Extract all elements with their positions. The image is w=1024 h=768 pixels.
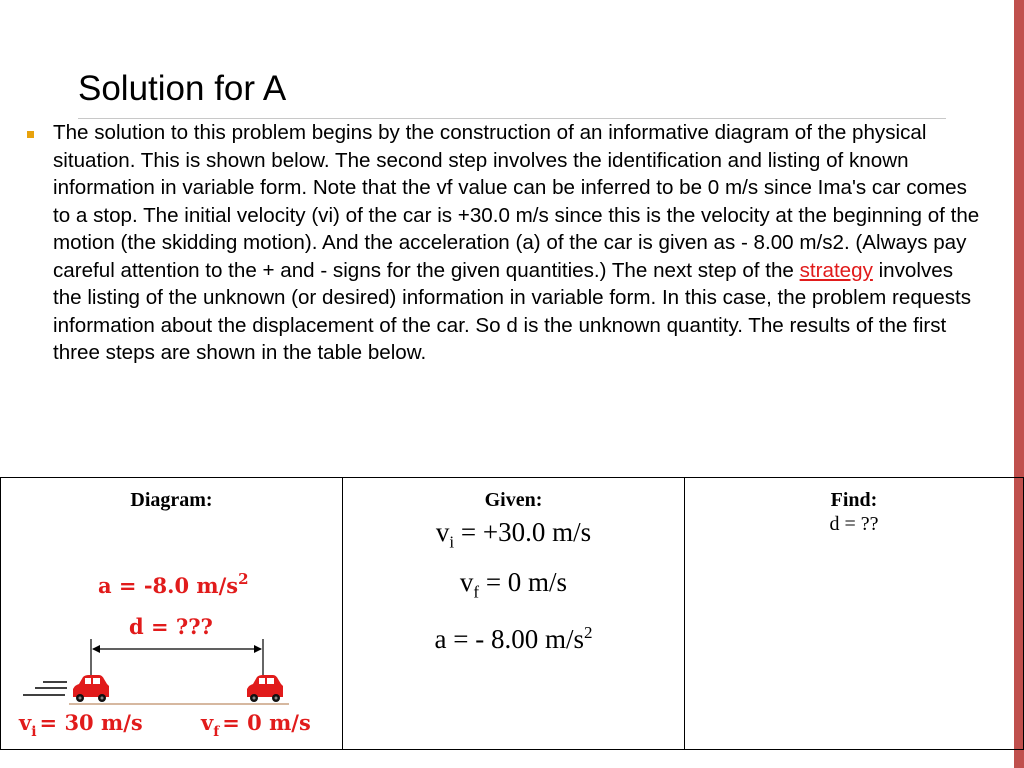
find-value: d = ?? xyxy=(829,513,879,535)
strategy-link[interactable]: strategy xyxy=(799,258,873,282)
car-initial-icon xyxy=(73,675,109,702)
final-velocity-label: $v_f = 0$ m/s xyxy=(201,710,311,740)
initial-velocity-label: $v_i = 30$ m/s xyxy=(19,710,143,740)
given-initial-velocity: $v_i = +30.0$ m/s xyxy=(435,517,592,552)
solution-paragraph xyxy=(53,119,983,367)
given-final-velocity: $v_f = 0$ m/s xyxy=(459,567,568,602)
car-final-icon xyxy=(247,675,283,702)
displacement-label: d = ??? xyxy=(129,614,213,639)
paragraph-text-end: involves the listing of the unknown (or desired) information in variable form. In this case, the problem requests information about the displacement of the car. So d is the unknown quantity. The results of the first three steps are shown in the table below. xyxy=(53,258,972,364)
given-acceleration: a = - 8.00 $m/s^2$ xyxy=(434,622,593,654)
given-header: Given: xyxy=(484,489,543,511)
slide-title: Solution for A xyxy=(78,69,287,108)
motion-diagram xyxy=(1,512,341,742)
acceleration-label: a = -8.0 $m/s^2$ xyxy=(98,570,249,598)
diagram-cell xyxy=(1,478,343,750)
bullet-marker xyxy=(27,131,34,138)
find-cell xyxy=(685,478,1024,750)
solution-table xyxy=(0,477,1024,750)
given-cell xyxy=(343,478,685,750)
paragraph-text-start: The solution to this problem begins by the construction of an informative diagram of the physical situation. This is shown below. The second step involves the identification and listing of known information in variable form. Note that the vf value can be inferred to be 0 m/s since Ima's car comes to a stop. The initial velocity (vi) of the car is +30.0 m/s since this is the velocity at the beginning of the motion (the skidding motion). And the acceleration (a) of the car is given as - 8.00 m/s2. (Always pay careful attention to the + and - signs for the given quantities.) The next step of the xyxy=(53,121,980,282)
motion-diagram-svg xyxy=(1,512,341,742)
diagram-header: Diagram: xyxy=(130,489,213,511)
arrowhead-right xyxy=(254,645,262,653)
arrowhead-left xyxy=(92,645,100,653)
find-header: Find: xyxy=(830,489,878,511)
